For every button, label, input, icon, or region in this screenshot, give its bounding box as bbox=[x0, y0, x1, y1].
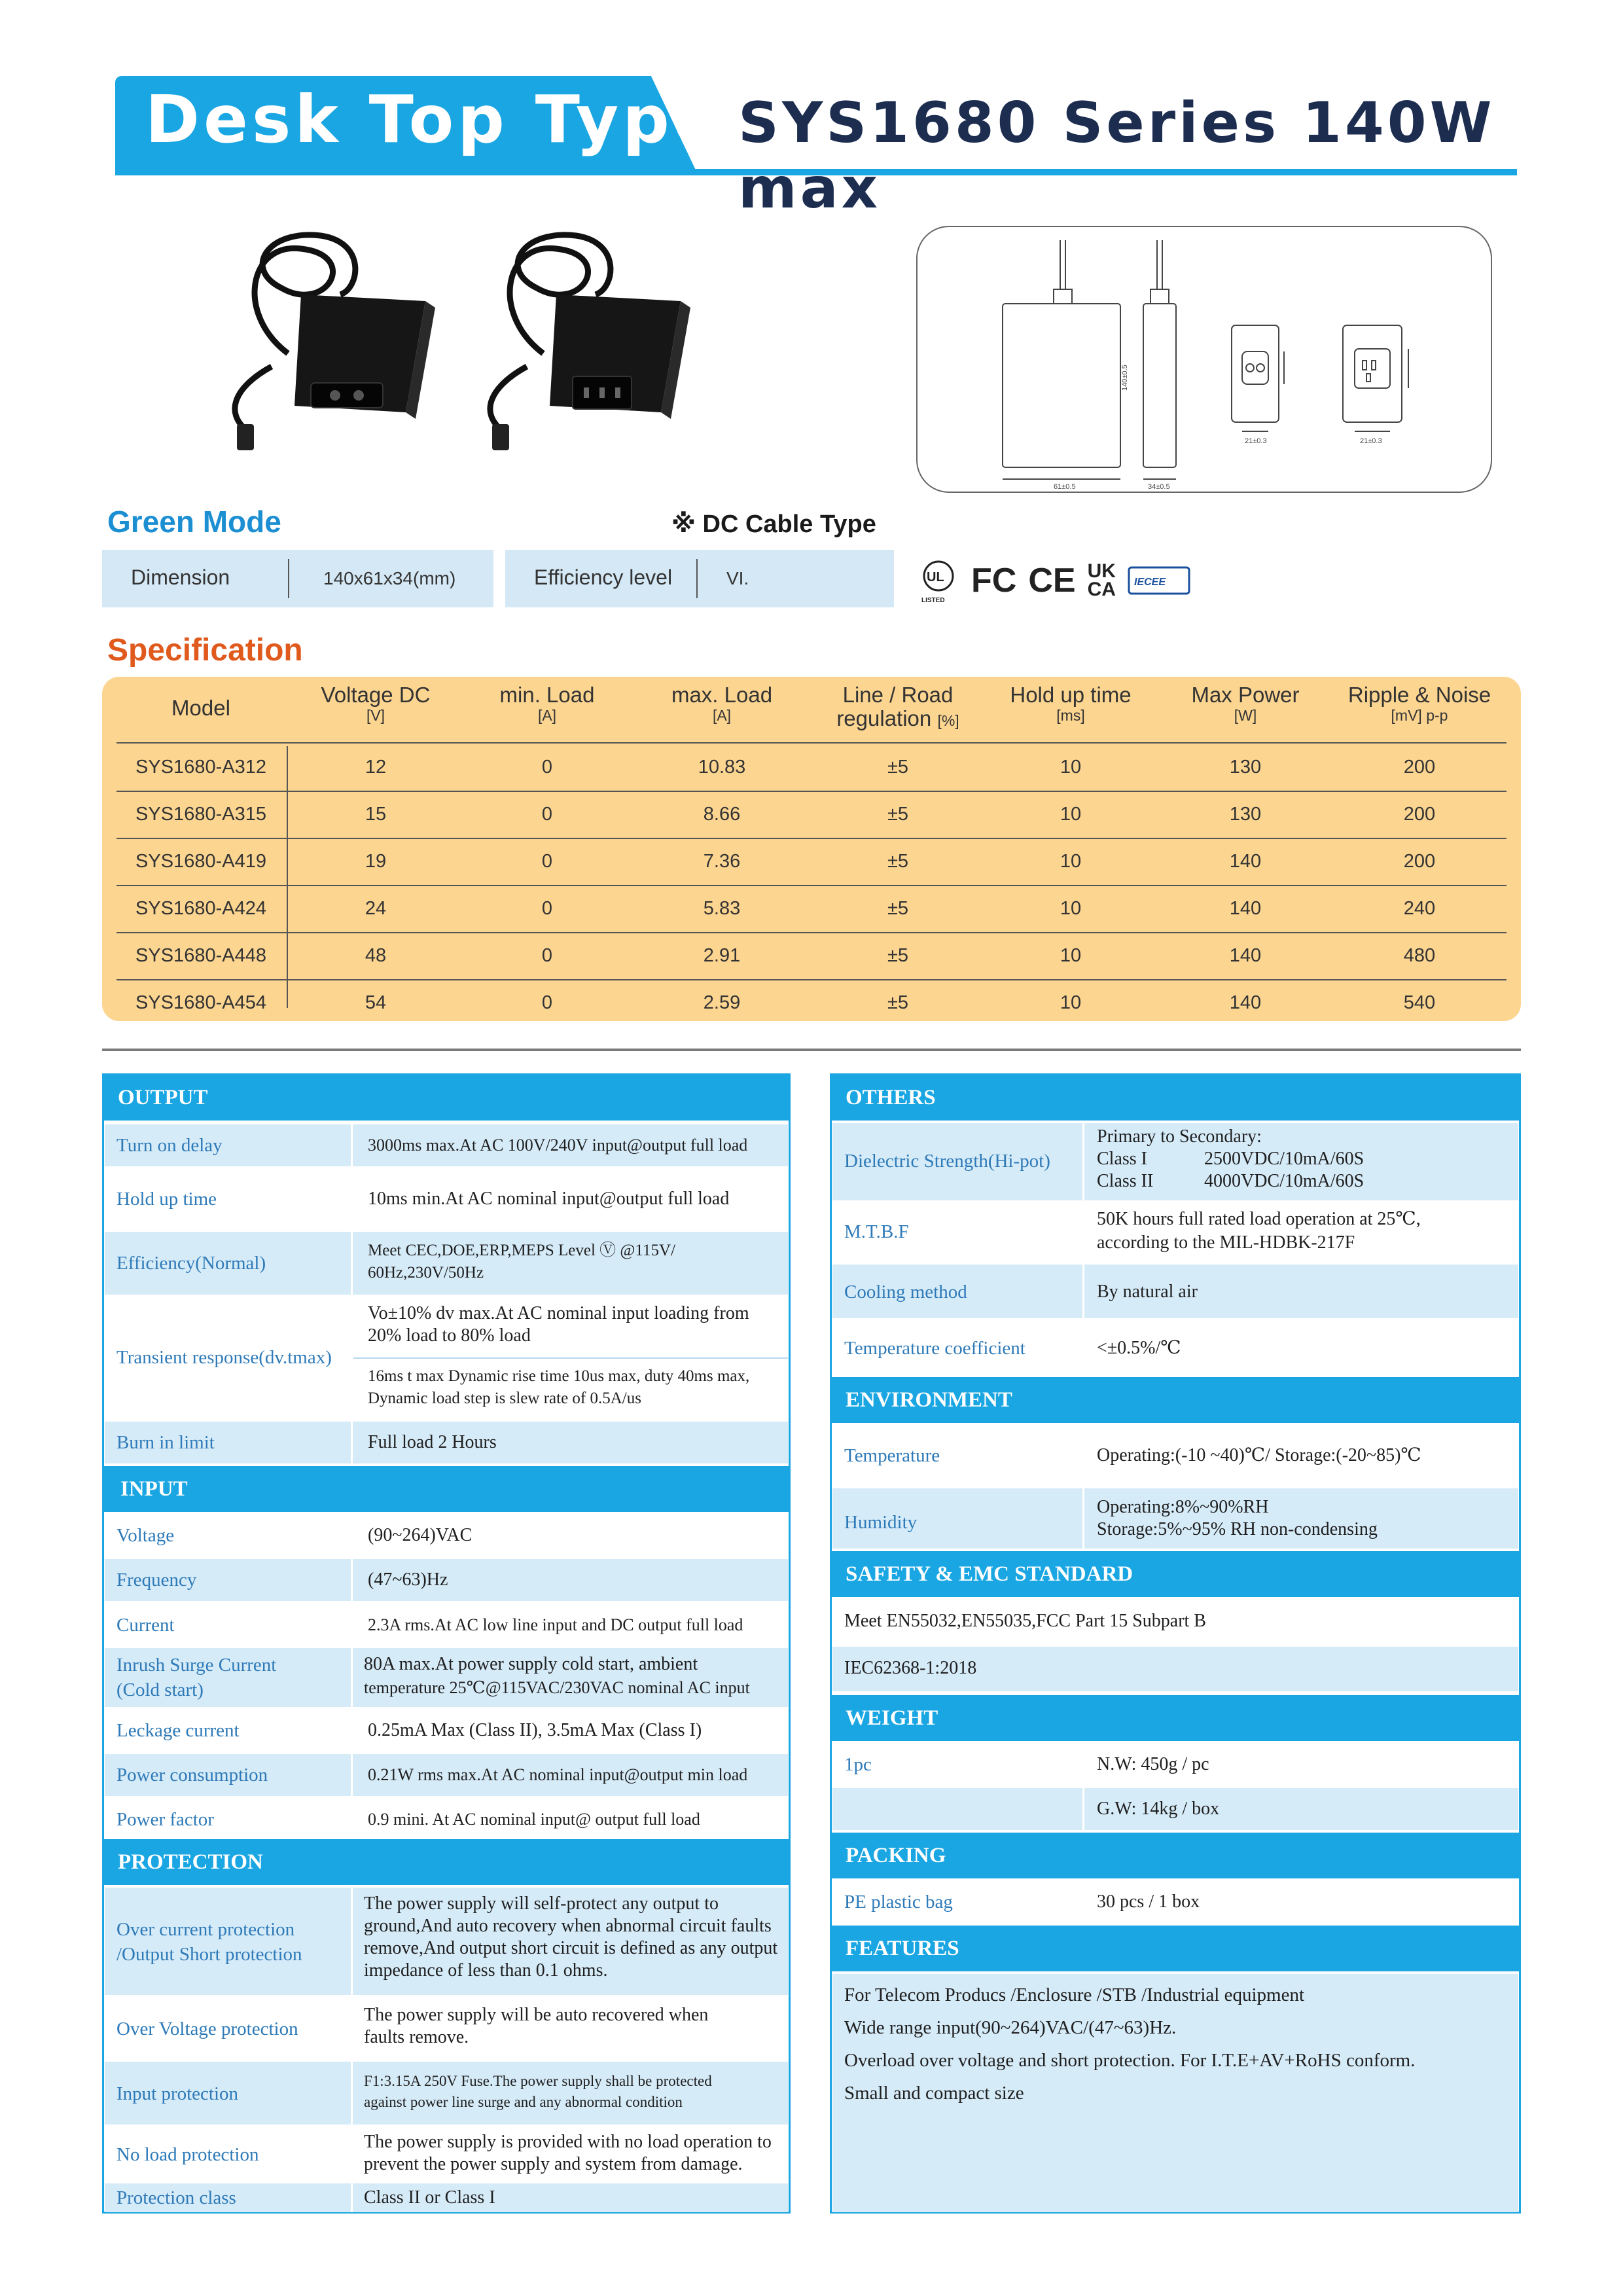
column-divider bbox=[1082, 1881, 1084, 1923]
svg-text:21±0.3: 21±0.3 bbox=[1245, 437, 1267, 445]
feature-item: For Telecom Producs /Enclosure /STB /Industrial equipment bbox=[844, 1984, 1304, 2005]
hold-up-time-label: Hold up time bbox=[116, 1189, 217, 1210]
spec-value-cell: ±5 bbox=[887, 851, 909, 872]
inrush-value-1: 80A max.At power supply cold start, ambient bbox=[364, 1654, 698, 1674]
protection-header: PROTECTION bbox=[103, 1839, 789, 1885]
packing-label: PE plastic bag bbox=[844, 1892, 953, 1912]
header-voltage: Voltage DC [V] bbox=[321, 683, 431, 724]
spec-value-cell: 7.36 bbox=[703, 851, 741, 872]
svg-text:21±0.3: 21±0.3 bbox=[1360, 437, 1382, 445]
column-divider bbox=[351, 1888, 353, 2212]
feature-item: Small and compact size bbox=[844, 2083, 1024, 2104]
certification-logos bbox=[918, 558, 1190, 603]
specification-title: Specification bbox=[107, 633, 303, 668]
power-consumption-label: Power consumption bbox=[116, 1765, 268, 1785]
ce-icon: CE bbox=[1028, 562, 1076, 600]
spec-value-cell: ±5 bbox=[887, 992, 909, 1013]
dc-cable-note: ※ DC Cable Type bbox=[671, 511, 876, 538]
frequency-label: Frequency bbox=[116, 1570, 197, 1590]
product-photo-class1 bbox=[465, 216, 700, 452]
iecee-cb-icon bbox=[1128, 565, 1190, 596]
over-current-label-1: Over current protection bbox=[116, 1919, 295, 1940]
spec-value-cell: 54 bbox=[365, 992, 387, 1013]
row-divider bbox=[353, 1357, 788, 1359]
humidity-value-1: Operating:8%~90%RH bbox=[1097, 1497, 1269, 1517]
spec-value-cell: 10.83 bbox=[698, 757, 746, 778]
column-divider bbox=[351, 1124, 353, 1463]
humidity-label: Humidity bbox=[844, 1512, 918, 1533]
current-value: 2.3A rms.At AC low line input and DC output full load bbox=[368, 1615, 743, 1634]
column-divider bbox=[1082, 1426, 1084, 1549]
column-divider bbox=[1082, 1744, 1084, 1830]
spec-value-cell: 130 bbox=[1229, 804, 1262, 825]
no-load-label: No load protection bbox=[116, 2144, 259, 2165]
turn-on-delay-value: 3000ms max.At AC 100V/240V input@output full load bbox=[368, 1136, 748, 1155]
spec-model-cell: SYS1680-A315 bbox=[135, 804, 266, 825]
power-factor-value: 0.9 mini. At AC nominal input@ output full load bbox=[368, 1810, 700, 1829]
inrush-value-2: temperature 25℃@115VAC/230VAC nominal AC input bbox=[364, 1678, 750, 1697]
voltage-label: Voltage bbox=[116, 1525, 175, 1546]
spec-model-cell: SYS1680-A454 bbox=[135, 992, 266, 1013]
dielectric-class2-value: 4000VDC/10mA/60S bbox=[1204, 1171, 1364, 1191]
spec-value-cell: ±5 bbox=[887, 757, 909, 778]
green-mode-title: Green Mode bbox=[107, 505, 281, 539]
dimension-label: Dimension bbox=[131, 565, 230, 589]
spec-row-divider bbox=[116, 979, 1507, 980]
burn-in-value: Full load 2 Hours bbox=[368, 1432, 497, 1452]
header-max-load: max. Load [A] bbox=[671, 683, 773, 724]
spec-header-divider bbox=[116, 742, 1507, 744]
cooling-value: By natural air bbox=[1097, 1282, 1198, 1302]
efficiency-value: VI. bbox=[726, 568, 749, 588]
packing-value: 30 pcs / 1 box bbox=[1097, 1892, 1200, 1912]
spec-value-cell: 10 bbox=[1060, 992, 1082, 1013]
weight-header: WEIGHT bbox=[831, 1695, 1520, 1741]
hold-up-time-value: 10ms min.At AC nominal input@output full load bbox=[368, 1189, 730, 1209]
dimension-separator bbox=[288, 559, 289, 598]
power-consumption-value: 0.21W rms max.At AC nominal input@output min load bbox=[368, 1765, 748, 1784]
safety-header: SAFETY & EMC STANDARD bbox=[831, 1551, 1520, 1597]
spec-model-cell: SYS1680-A312 bbox=[135, 757, 266, 778]
dielectric-class1-value: 2500VDC/10mA/60S bbox=[1204, 1149, 1364, 1169]
spec-value-cell: 240 bbox=[1403, 898, 1436, 919]
spec-value-cell: 8.66 bbox=[703, 804, 741, 825]
over-current-label-2: /Output Short protection bbox=[116, 1944, 302, 1965]
spec-value-cell: 10 bbox=[1060, 945, 1082, 966]
leakage-value: 0.25mA Max (Class II), 3.5mA Max (Class I) bbox=[368, 1720, 702, 1740]
temperature-label: Temperature bbox=[844, 1445, 940, 1466]
svg-text:140±0.5: 140±0.5 bbox=[1121, 365, 1129, 391]
net-weight-value: N.W: 450g / pc bbox=[1097, 1754, 1209, 1774]
spec-value-cell: ±5 bbox=[887, 898, 909, 919]
efficiency-value: Meet CEC,DOE,ERP,MEPS Level Ⓥ @115V/ 60Hz,230V/50Hz bbox=[368, 1242, 676, 1282]
spec-value-cell: 10 bbox=[1060, 898, 1082, 919]
efficiency-separator bbox=[696, 559, 698, 598]
frequency-value: (47~63)Hz bbox=[368, 1570, 448, 1590]
header-max-power: Max Power [W] bbox=[1191, 683, 1300, 724]
header-regulation: Line / Road regulation [%] bbox=[836, 683, 959, 730]
spec-value-cell: 0 bbox=[541, 992, 553, 1013]
feature-item: Wide range input(90~264)VAC/(47~63)Hz. bbox=[844, 2017, 1177, 2038]
column-divider bbox=[1082, 1123, 1084, 1374]
svg-text:LISTED: LISTED bbox=[921, 597, 945, 603]
humidity-value-2: Storage:5%~95% RH non-condensing bbox=[1097, 1519, 1378, 1539]
burn-in-label: Burn in limit bbox=[116, 1432, 215, 1453]
spec-value-cell: 0 bbox=[541, 757, 553, 778]
temp-coeff-label: Temperature coefficient bbox=[844, 1338, 1026, 1359]
power-factor-label: Power factor bbox=[116, 1809, 214, 1830]
spec-value-cell: 200 bbox=[1403, 804, 1436, 825]
over-current-value: The power supply will self-protect any output to ground,And auto recovery when abnormal circuit faults remove,And output short circuit is defined as any output impedance of less than 0.1 ohms. bbox=[364, 1893, 778, 1981]
gross-weight-value: G.W: 14kg / box bbox=[1097, 1799, 1220, 1819]
svg-text:UL: UL bbox=[927, 570, 944, 584]
packing-header: PACKING bbox=[831, 1833, 1520, 1878]
input-protection-value: F1:3.15A 250V Fuse.The power supply shall be protected against power line surge and any abnormal condition bbox=[364, 2073, 712, 2110]
spec-value-cell: 2.91 bbox=[703, 945, 741, 966]
spec-value-cell: 140 bbox=[1229, 851, 1262, 872]
spec-value-cell: 0 bbox=[541, 898, 553, 919]
spec-value-cell: 130 bbox=[1229, 757, 1262, 778]
spec-row-divider bbox=[116, 932, 1507, 933]
others-header: OTHERS bbox=[831, 1075, 1520, 1121]
over-voltage-value: The power supply will be auto recovered when faults remove. bbox=[364, 2005, 709, 2047]
transient-value-1: Vo±10% dv max.At AC nominal input loading from 20% load to 80% load bbox=[368, 1303, 749, 1346]
turn-on-delay-label: Turn on delay bbox=[116, 1135, 223, 1156]
feature-item: Overload over voltage and short protection. For I.T.E+AV+RoHS conform. bbox=[844, 2050, 1416, 2071]
spec-value-cell: 12 bbox=[365, 757, 387, 778]
spec-value-cell: 15 bbox=[365, 804, 387, 825]
inrush-label-1: Inrush Surge Current bbox=[116, 1655, 277, 1676]
spec-value-cell: 140 bbox=[1229, 898, 1262, 919]
safety-line-2: IEC62368-1:2018 bbox=[844, 1658, 977, 1678]
spec-row-divider bbox=[116, 838, 1507, 839]
spec-model-cell: SYS1680-A448 bbox=[135, 945, 266, 966]
voltage-value: (90~264)VAC bbox=[368, 1525, 473, 1545]
temp-coeff-value: <±0.5%/℃ bbox=[1097, 1338, 1181, 1358]
header-ripple-noise: Ripple & Noise [mV] p-p bbox=[1347, 683, 1491, 724]
header-hold-up-time: Hold up time [ms] bbox=[1010, 683, 1132, 724]
temperature-value: Operating:(-10 ~40)℃/ Storage:(-20~85)℃ bbox=[1097, 1445, 1421, 1465]
spec-value-cell: 200 bbox=[1403, 851, 1436, 872]
input-header: INPUT bbox=[103, 1466, 789, 1512]
spec-value-cell: 5.83 bbox=[703, 898, 741, 919]
spec-value-cell: 200 bbox=[1403, 757, 1436, 778]
efficiency-label: Efficiency level bbox=[534, 565, 673, 589]
current-label: Current bbox=[116, 1615, 175, 1636]
transient-label: Transient response(dv.tmax) bbox=[116, 1347, 332, 1368]
ukca-icon: UK CA bbox=[1087, 560, 1116, 600]
spec-value-cell: 0 bbox=[541, 804, 553, 825]
leakage-label: Leckage current bbox=[116, 1720, 240, 1741]
protection-class-value: Class II or Class I bbox=[364, 2187, 495, 2208]
spec-value-cell: 540 bbox=[1403, 992, 1436, 1013]
section-divider bbox=[102, 1049, 1521, 1051]
header-min-load: min. Load [A] bbox=[499, 683, 595, 724]
mtbf-value-2: according to the MIL-HDBK-217F bbox=[1097, 1232, 1355, 1253]
spec-model-cell: SYS1680-A424 bbox=[135, 898, 266, 919]
protection-class-label: Protection class bbox=[116, 2187, 236, 2208]
spec-value-cell: 19 bbox=[365, 851, 387, 872]
efficiency-label: Efficiency(Normal) bbox=[116, 1253, 266, 1274]
dielectric-label: Dielectric Strength(Hi-pot) bbox=[844, 1151, 1050, 1172]
svg-text:34±0.5: 34±0.5 bbox=[1148, 483, 1170, 491]
transient-value-2: 16ms t max Dynamic rise time 10us max, duty 40ms max, Dynamic load step is slew rate of 0.5A/us bbox=[368, 1367, 750, 1407]
spec-value-cell: 24 bbox=[365, 898, 387, 919]
spec-row-divider bbox=[116, 885, 1507, 886]
output-header: OUTPUT bbox=[103, 1075, 789, 1121]
features-header: FEATURES bbox=[831, 1926, 1520, 1971]
environment-header: ENVIRONMENT bbox=[831, 1377, 1520, 1423]
safety-line-1: Meet EN55032,EN55035,FCC Part 15 Subpart B bbox=[844, 1611, 1206, 1631]
product-photo-class2 bbox=[209, 216, 445, 452]
header-model: Model bbox=[171, 696, 230, 720]
spec-value-cell: 480 bbox=[1403, 945, 1436, 966]
mtbf-label: M.T.B.F bbox=[844, 1221, 909, 1242]
spec-value-cell: 10 bbox=[1060, 851, 1082, 872]
input-protection-label: Input protection bbox=[116, 2083, 239, 2104]
spec-value-cell: 0 bbox=[541, 945, 553, 966]
spec-value-cell: 10 bbox=[1060, 757, 1082, 778]
spec-value-cell: 0 bbox=[541, 851, 553, 872]
spec-row-divider bbox=[116, 791, 1507, 792]
spec-model-divider bbox=[287, 746, 288, 1008]
ul-listed-icon bbox=[918, 558, 959, 603]
weight-label: 1pc bbox=[844, 1754, 872, 1775]
dielectric-class1-label: Class I bbox=[1097, 1149, 1147, 1169]
dimension-value: 140x61x34(mm) bbox=[323, 568, 456, 588]
svg-text:IECEE: IECEE bbox=[1133, 577, 1166, 588]
mtbf-value-1: 50K hours full rated load operation at 25℃, bbox=[1097, 1209, 1421, 1229]
spec-value-cell: 10 bbox=[1060, 804, 1082, 825]
column-divider bbox=[351, 1515, 353, 1839]
spec-value-cell: ±5 bbox=[887, 945, 909, 966]
svg-text:61±0.5: 61±0.5 bbox=[1054, 483, 1076, 491]
spec-model-cell: SYS1680-A419 bbox=[135, 851, 266, 872]
over-voltage-label: Over Voltage protection bbox=[116, 2018, 298, 2039]
type-title: Desk Top Type bbox=[145, 81, 722, 158]
series-title: SYS1680 Series 140W max bbox=[738, 90, 1495, 221]
dielectric-class2-label: Class II bbox=[1097, 1171, 1154, 1191]
no-load-value: The power supply is provided with no load operation to prevent the power supply and system from damage. bbox=[364, 2132, 772, 2174]
spec-value-cell: 140 bbox=[1229, 945, 1262, 966]
spec-value-cell: 48 bbox=[365, 945, 387, 966]
spec-value-cell: ±5 bbox=[887, 804, 909, 825]
cooling-label: Cooling method bbox=[844, 1282, 967, 1302]
fcc-icon: FC bbox=[971, 562, 1017, 600]
spec-value-cell: 140 bbox=[1229, 992, 1262, 1013]
dielectric-line-1: Primary to Secondary: bbox=[1097, 1126, 1262, 1147]
spec-value-cell: 2.59 bbox=[703, 992, 741, 1013]
inrush-label-2: (Cold start) bbox=[116, 1679, 204, 1700]
dimension-drawing bbox=[916, 226, 1492, 493]
